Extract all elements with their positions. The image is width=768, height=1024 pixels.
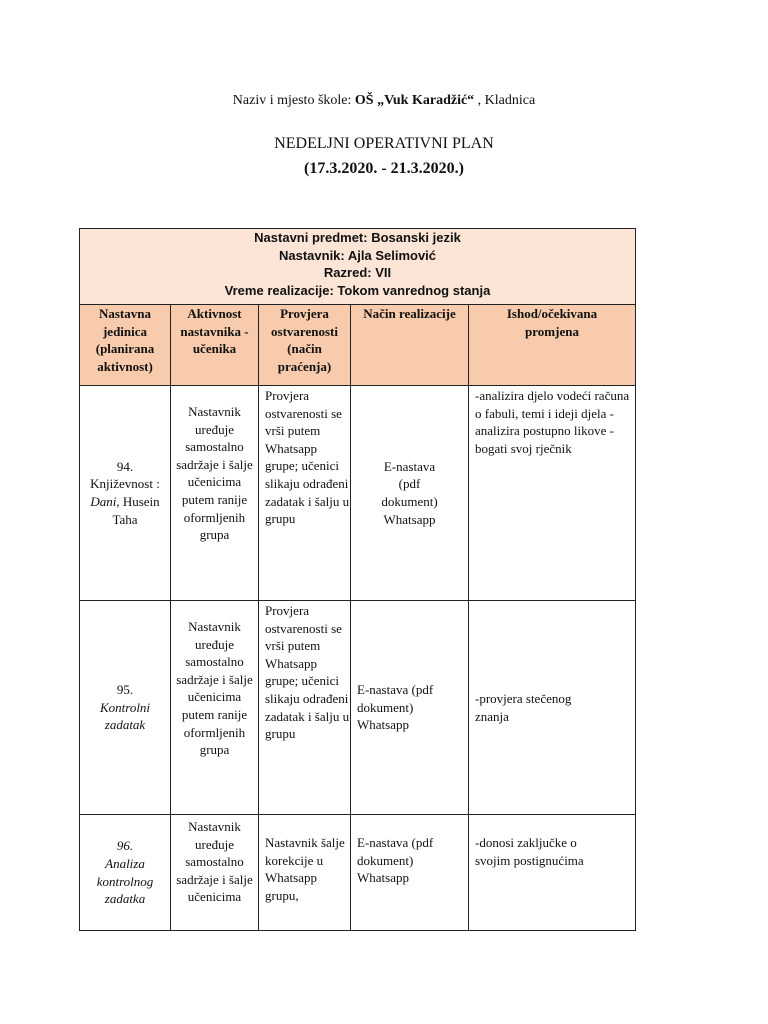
school-name: OŠ „Vuk Karadžić“ [354,93,475,108]
school-label: Naziv i mjesto škole: [232,93,355,108]
school-place: , Kladnica [474,93,536,108]
outcome-cell: -donosi zaključke o svojim postignućima [469,815,636,931]
unit-cell [80,815,171,931]
document-dates: (17.3.2020. - 21.3.2020.) [304,160,464,177]
unit-cell [80,386,171,601]
school-line [0,93,768,109]
check-cell: Provjera ostvarenosti se vrši putem Whatsapp grupe; učenici slikaju odrađeni zadatak i šalju u grupu [259,386,351,601]
document-title: NEDELJNI OPERATIVNI PLAN [274,135,494,152]
unit-title: Analiza kontrolnog zadatka [96,855,154,907]
method-cell: E-nastava (pdf dokument) Whatsapp [351,386,469,601]
unit-number: 95. [116,682,134,698]
column-header-outcome: Ishod/očekivana promjena [469,305,636,386]
table-row [80,386,636,601]
check-cell: Nastavnik šalje korekcije u Whatsapp grupu, [259,815,351,931]
outcome-cell: -analizira djelo vodeći računa o fabuli, temi i ideji djela -analizira postupno likove -bogati svoj rječnik [469,386,636,601]
method-cell: E-nastava (pdf dokument) Whatsapp [351,815,469,931]
column-header-activity: Aktivnost nastavnika -učenika [171,305,259,386]
time-line: Vreme realizacije: Tokom vanrednog stanja [224,282,491,298]
subject-line: Nastavni predmet: Bosanski jezik [254,230,461,245]
unit-title: Književnost : Dani, Husein Taha [90,476,160,527]
column-header-method: Način realizacije [351,305,469,386]
activity-cell: Nastavnik uređuje samostalno sadržaje i šalje učenicima putem ranije oformljenih grupa [171,386,259,601]
column-header-row [80,305,636,386]
table-row [80,601,636,815]
unit-number: 96. [116,838,134,854]
teacher-line: Nastavnik: Ajla Selimović [278,247,437,263]
activity-cell: Nastavnik uređuje samostalno sadržaje i šalje učenicima putem ranije oformljenih grupa [171,601,259,815]
info-header-cell [80,229,636,305]
unit-title: Kontrolni zadatak [99,699,151,733]
check-cell: Provjera ostvarenosti se vrši putem Whatsapp grupe; učenici slikaju odrađeni zadatak i šalju u grupu [259,601,351,815]
plan-table [79,228,636,931]
method-cell: E-nastava (pdf dokument) Whatsapp [351,601,469,815]
unit-number: 94. [116,458,134,474]
table-row [80,815,636,931]
column-header-unit: Nastavna jedinica (planirana aktivnost) [80,305,171,386]
info-header-row [80,229,636,305]
outcome-cell: -provjera stečenog znanja [469,601,636,815]
grade-line: Razred: VII [323,265,392,281]
unit-cell [80,601,171,815]
column-header-check: Provjera ostvarenosti (način praćenja) [259,305,351,386]
activity-cell: Nastavnik uređuje samostalno sadržaje i šalje učenicima [171,815,259,931]
